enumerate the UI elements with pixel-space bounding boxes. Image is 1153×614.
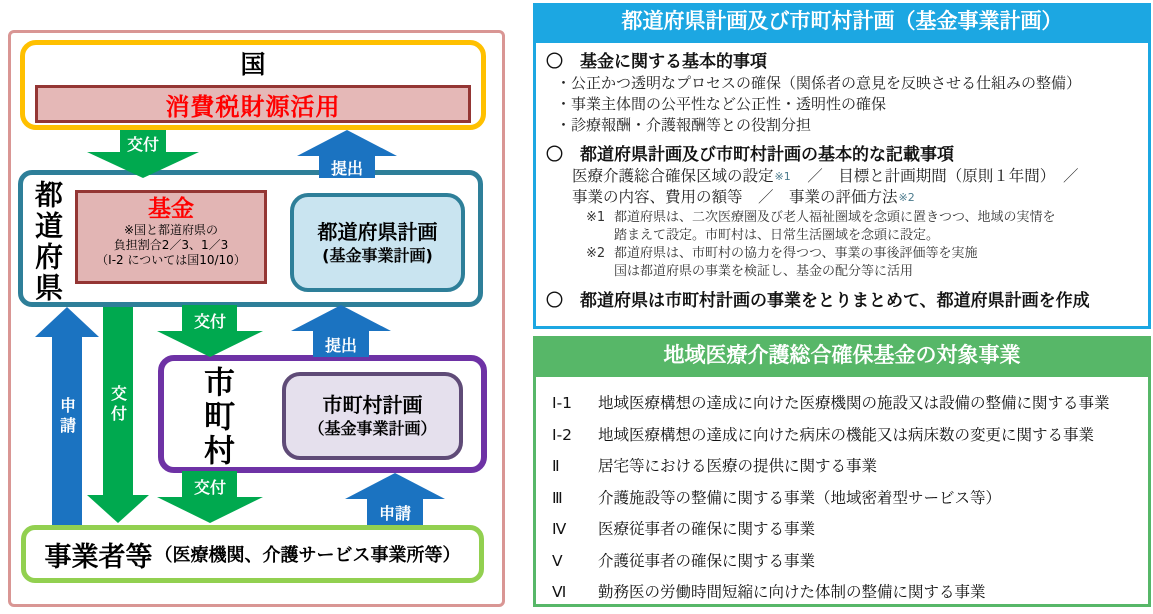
plan-panel-header: 都道府県計画及び市町村計画（基金事業計画）	[533, 3, 1151, 40]
footnote-2-text	[614, 245, 977, 280]
target-item	[552, 425, 1140, 445]
arrow-head	[345, 473, 445, 499]
target-item-text: 地域医療構想の達成に向けた病床の機能又は病床数の変更に関する事業	[598, 425, 1095, 444]
plan-section3-title: 〇 都道府県は市町村計画の事業をとりまとめて、都道府県計画を作成	[546, 291, 1090, 311]
target-panel-header: 地域医療介護総合確保基金の対象事業	[533, 336, 1151, 374]
grant-arrow-mid-label: 交付	[193, 312, 226, 331]
target-item-number: Ⅳ	[552, 520, 567, 538]
plan-panel-body	[533, 40, 1151, 329]
provider-box	[21, 525, 484, 583]
prefecture-plan-subtitle: (基金事業計画)	[322, 245, 433, 265]
apply-arrow-bottom	[345, 473, 445, 525]
plan-section2-line2-text: 事業の内容、費用の額等 ／ 事業の評価方法	[572, 188, 898, 206]
plan-section2-line2	[572, 187, 1140, 208]
grant-arrow-top-label: 交付	[126, 135, 159, 154]
fund-note-3: （Ⅰ-2 については国10/10）	[96, 253, 246, 267]
submit-arrow-top-label: 提出	[330, 159, 363, 178]
consumption-tax-label: 消費税財源活用	[165, 92, 341, 121]
target-item	[552, 582, 1140, 602]
municipality-plan-title: 市町村計画	[322, 393, 423, 417]
grant-arrow-top	[87, 130, 199, 178]
grant-arrow-bottom-label: 交付	[193, 478, 226, 497]
fund-title: 基金	[148, 196, 194, 222]
footnote-1-line2: 踏まえて設定。市町村は、日常生活圏域を念頭に設定。	[614, 227, 940, 243]
footnote-1-text	[614, 209, 1055, 244]
grant-arrow-bottom	[157, 471, 263, 523]
national-box	[20, 40, 486, 130]
plan-section2-line1	[572, 166, 1140, 187]
footnote-2-line2: 国は都道府県の事業を検証し、基金の配分等に活用	[614, 263, 914, 279]
footnote-1-line1: 都道府県は、二次医療圏及び老人福祉圏域を念頭に置きつつ、地域の実情を	[614, 210, 1056, 225]
fund-note-2: 負担割合2／3、1／3	[113, 238, 229, 252]
footnote-2-label: ※2	[586, 246, 606, 261]
target-item-text: 介護従事者の確保に関する事業	[598, 551, 816, 570]
target-item-number: Ⅴ	[552, 551, 563, 570]
target-item	[552, 519, 1140, 539]
arrow-head	[87, 152, 199, 178]
target-item-text: 医療従事者の確保に関する事業	[598, 520, 816, 538]
arrow-head	[297, 130, 397, 156]
fund-box	[75, 190, 267, 284]
plan-section2-title: 〇 都道府県計画及び市町村計画の基本的な記載事項	[546, 145, 954, 165]
footnote-2-line1: 都道府県は、市町村の協力を得つつ、事業の事後評価等を実施	[614, 246, 978, 261]
arrow-head	[291, 305, 391, 331]
plan-section1-item: ・公正かつ透明なプロセスの確保（関係者の意見を反映させる仕組みの整備）	[556, 74, 1082, 92]
footnote-1	[586, 209, 1140, 244]
plan-section1-item: ・診療報酬・介護報酬等との役割分担	[556, 116, 812, 134]
target-item	[552, 393, 1140, 413]
prefecture-plan-box	[290, 193, 465, 292]
municipality-label: 市町村	[198, 366, 234, 468]
provider-sublabel: （医療機関、介護サービス事業所等）	[154, 545, 461, 566]
target-item-text: 勤務医の労働時間短縮に向けた体制の整備に関する事業	[598, 583, 986, 601]
municipality-plan-box	[282, 372, 463, 460]
target-item-number: Ⅱ	[552, 457, 560, 475]
submit-arrow-mid-label: 提出	[324, 336, 357, 355]
prefecture-label: 都道府県	[31, 180, 64, 304]
plan-section2-line1-rest: ／ 目標と計画期間（原則１年間） ／	[791, 167, 1079, 185]
target-item-text: 介護施設等の整備に関する事業（地域密着型サービス等）	[598, 488, 1002, 507]
footnote-ref-1: ※1	[774, 170, 791, 183]
national-label: 国	[240, 50, 266, 79]
grant-arrow-left	[87, 307, 149, 523]
arrow-head	[157, 497, 263, 523]
target-item-number: Ⅰ-1	[552, 394, 573, 412]
target-item-text: 地域医療構想の達成に向けた医療機関の施設又は設備の整備に関する事業	[598, 394, 1110, 412]
arrow-head	[87, 495, 149, 523]
fund-note-1: ※国と都道府県の	[123, 223, 219, 237]
municipality-plan-subtitle: （基金事業計画）	[308, 419, 437, 438]
plan-section1-item: ・事業主体間の公平性など公正性・透明性の確保	[556, 95, 887, 113]
apply-arrow-bottom-label: 申請	[378, 504, 411, 523]
apply-arrow-left-label: 申請	[57, 397, 77, 437]
consumption-tax-box	[35, 85, 471, 123]
target-item-number: Ⅵ	[552, 583, 567, 601]
arrow-head	[157, 331, 263, 357]
submit-arrow-mid	[291, 305, 391, 357]
prefecture-plan-title: 都道府県計画	[317, 219, 438, 244]
target-panel-body	[533, 374, 1151, 607]
target-item-number: Ⅲ	[552, 488, 563, 507]
footnote-2	[586, 245, 1140, 280]
plan-section2-line1-text: 医療介護総合確保区域の設定	[572, 167, 774, 185]
submit-arrow-top	[297, 130, 397, 178]
provider-label: 事業者等	[44, 541, 153, 573]
target-item-number: Ⅰ-2	[552, 425, 573, 444]
target-item-text: 居宅等における医療の提供に関する事業	[598, 457, 878, 475]
grant-arrow-mid	[157, 305, 263, 357]
footnote-1-label: ※1	[586, 210, 606, 225]
footnote-ref-2: ※2	[898, 191, 915, 204]
target-item	[552, 456, 1140, 476]
plan-section1-title: 〇 基金に関する基本的事項	[546, 52, 767, 72]
target-item	[552, 551, 1140, 571]
grant-arrow-left-label: 交付	[108, 385, 128, 425]
target-item	[552, 488, 1140, 508]
